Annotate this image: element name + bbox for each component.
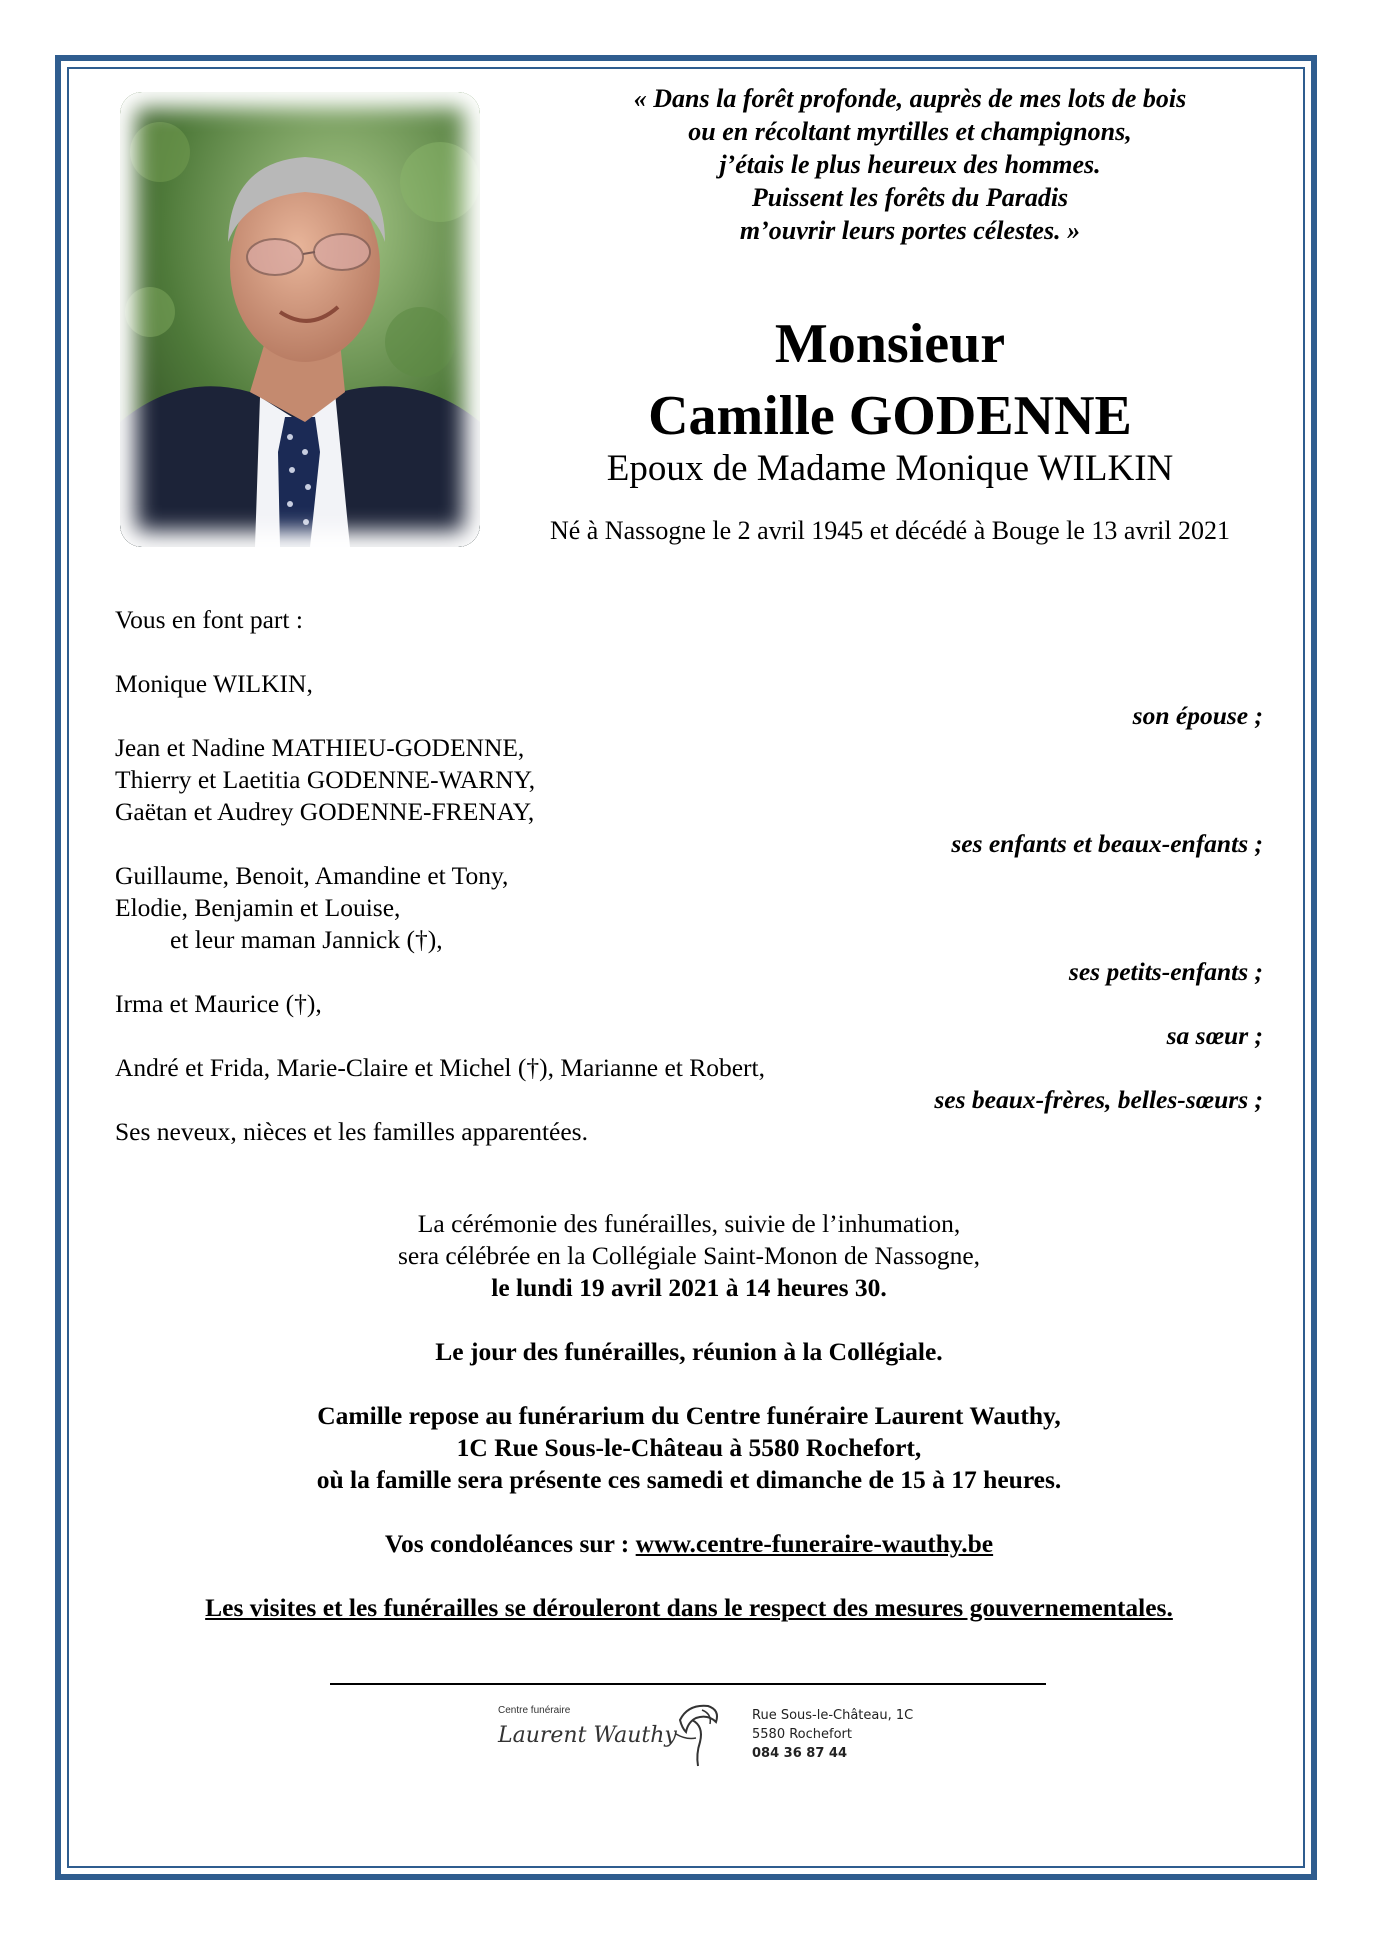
family-name-line: Monique WILKIN, (115, 669, 313, 698)
meeting-info: Le jour des funérailles, réunion à la Collégiale. (435, 1337, 943, 1366)
family-name-line: André et Frida, Marie-Claire et Michel (†), Marianne et Robert, (115, 1053, 766, 1082)
logo-small-text: Centre funéraire (498, 1705, 571, 1716)
family-name-line: Jean et Nadine MATHIEU-GODENNE, (115, 733, 525, 762)
rest-line: 1C Rue Sous-le-Château à 5580 Rochefort, (456, 1433, 922, 1462)
family-name-line: Ses neveux, nièces et les familles apparentées. (115, 1117, 588, 1146)
quote-line: j’étais le plus heureux des hommes. (719, 150, 1101, 179)
address-street: Rue Sous-le-Château, 1C (752, 1708, 914, 1723)
calla-lily-logo-icon (668, 1700, 726, 1768)
family-name-line: Gaëtan et Audrey GODENNE-FRENAY, (115, 797, 535, 826)
relation-label: sa sœur ; (1166, 1021, 1263, 1050)
quote-line: Puissent les forêts du Paradis (751, 183, 1069, 212)
ceremony-line: sera célébrée en la Collégiale Saint-Monon de Nassogne, (397, 1241, 981, 1270)
family-name-line: et leur maman Jannick (†), (170, 925, 443, 954)
ceremony-datetime: le lundi 19 avril 2021 à 14 heures 30. (491, 1273, 887, 1302)
birth-death-dates: Né à Nassogne le 2 avril 1945 et décédé à Bouge le 13 avril 2021 (549, 516, 1231, 545)
funeral-home-address (752, 1706, 913, 1763)
deceased-title (520, 308, 1260, 452)
epitaph-quote (560, 82, 1260, 247)
spouse-line: Epoux de Madame Monique WILKIN (606, 448, 1174, 489)
family-name-line: Irma et Maurice (†), (115, 989, 322, 1018)
portrait-photo (120, 92, 480, 547)
family-name-line: Thierry et Laetitia GODENNE-WARNY, (115, 765, 536, 794)
condolences-link[interactable]: www.centre-funeraire-wauthy.be (635, 1529, 994, 1558)
relation-label: ses petits-enfants ; (1068, 957, 1263, 986)
quote-line: ou en récoltant myrtilles et champignons, (688, 117, 1132, 146)
condolences-label: Vos condoléances sur : (384, 1529, 636, 1558)
relation-label: son épouse ; (1132, 701, 1263, 730)
rest-line: où la famille sera présente ces samedi et dimanche de 15 à 17 heures. (316, 1465, 1062, 1494)
family-name-line: Guillaume, Benoit, Amandine et Tony, (115, 861, 509, 890)
rest-line: Camille repose au funérarium du Centre funéraire Laurent Wauthy, (317, 1401, 1061, 1430)
funeral-home-logo-text (498, 1705, 678, 1765)
address-city: 5580 Rochefort (752, 1727, 852, 1742)
logo-name: Laurent Wauthy (498, 1723, 677, 1748)
footer-divider (330, 1683, 1046, 1685)
honorific: Monsieur (774, 313, 1006, 375)
quote-line: « Dans la forêt profonde, auprès de mes lots de bois (633, 84, 1187, 113)
intro-text: Vous en font part : (115, 605, 303, 634)
ceremony-line: La cérémonie des funérailles, suivie de l’inhumation, (417, 1209, 961, 1238)
phone-number: 084 36 87 44 (752, 1746, 847, 1761)
relation-label: ses beaux-frères, belles-sœurs ; (934, 1085, 1263, 1114)
sanitary-notice: Les visites et les funérailles se dérouleront dans le respect des mesures gouvernementales. (205, 1593, 1173, 1622)
deceased-name: Camille GODENNE (648, 385, 1132, 447)
condolences-line (90, 1528, 1288, 1560)
family-name-line: Elodie, Benjamin et Louise, (115, 893, 401, 922)
quote-line: m’ouvrir leurs portes célestes. » (739, 216, 1081, 245)
relation-label: ses enfants et beaux-enfants ; (951, 829, 1263, 858)
